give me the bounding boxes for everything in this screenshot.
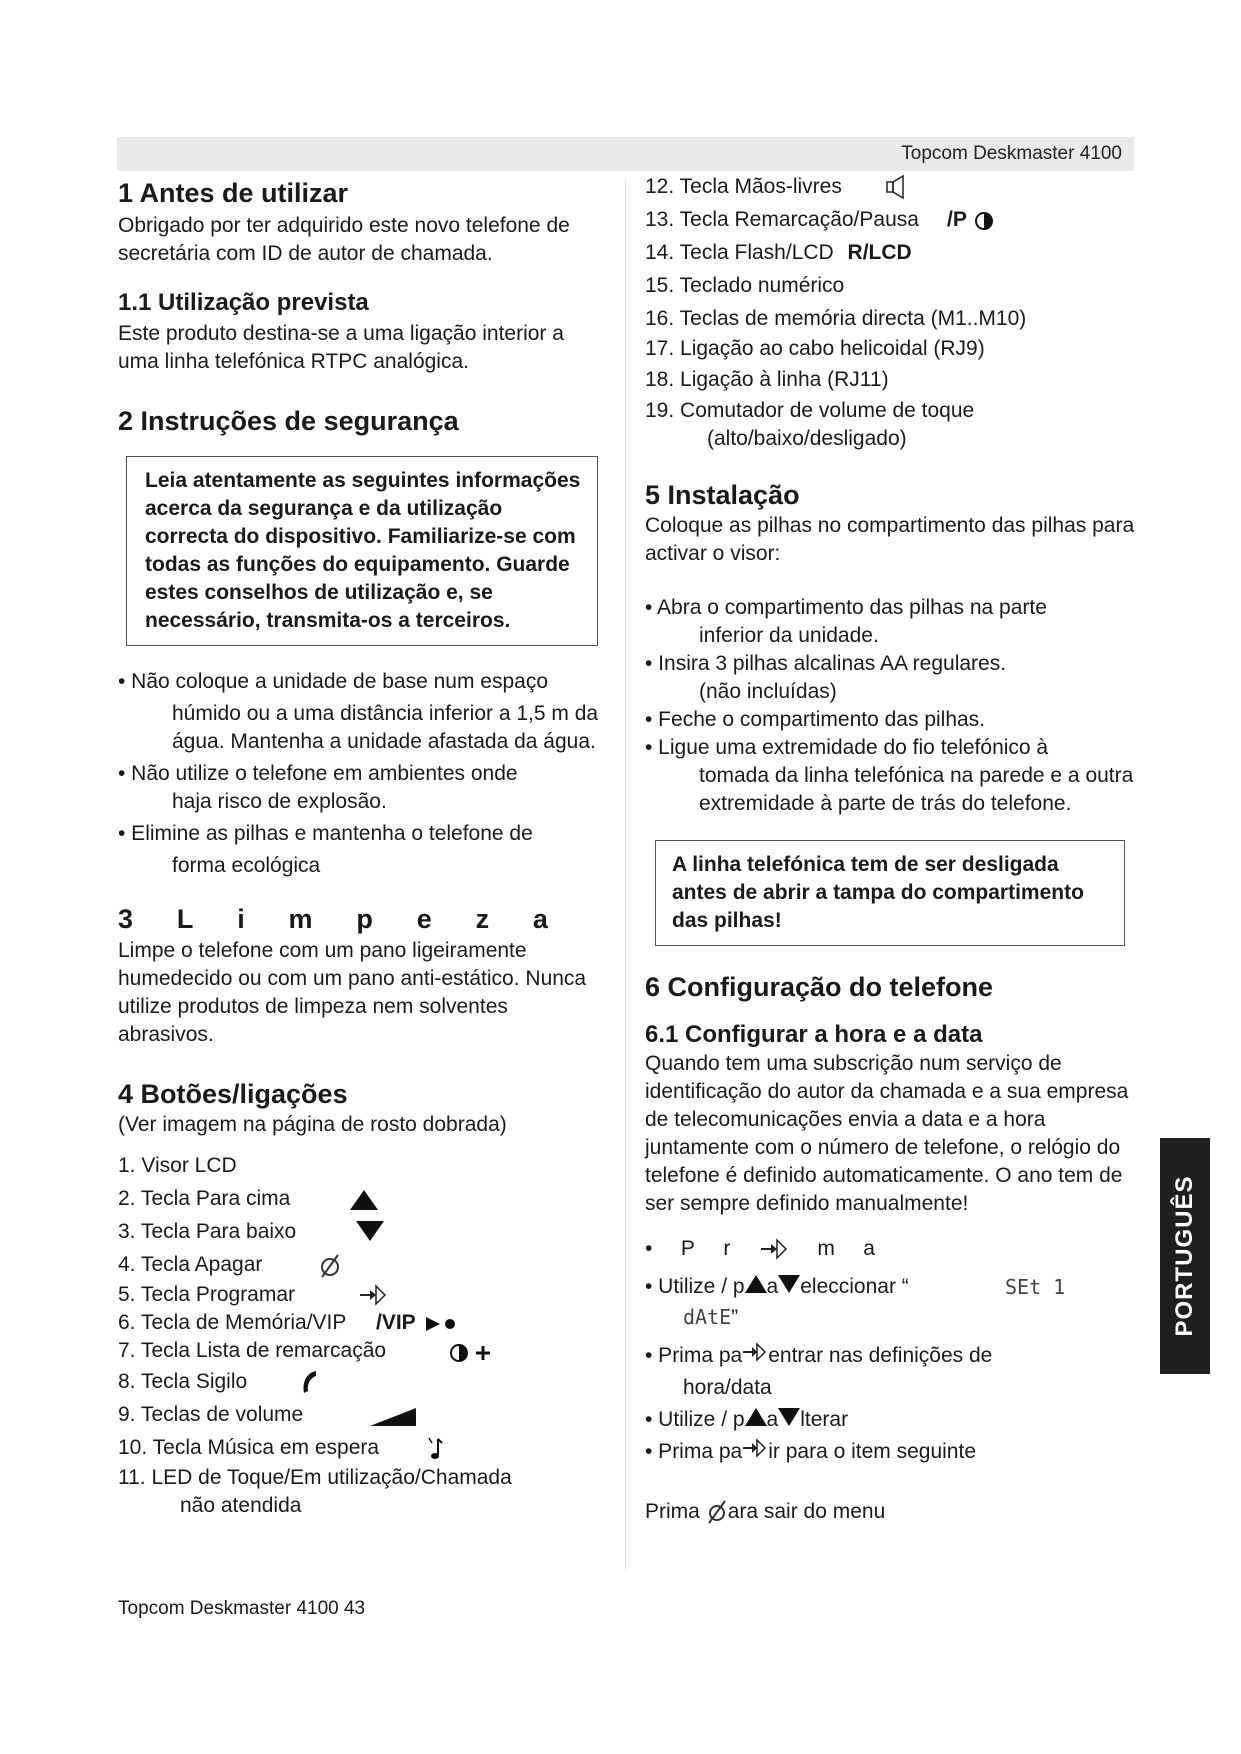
program-icon	[742, 1438, 768, 1458]
list-item-label: (alto/baixo/desligado)	[707, 427, 907, 450]
language-tab-label: PORTUGUÊS	[1171, 1175, 1198, 1337]
list-item	[645, 302, 1145, 335]
setup-step-text: • Utilize / p	[645, 1275, 745, 1298]
setup-step-text: • Prima pa	[645, 1440, 743, 1463]
list-item	[118, 1398, 608, 1431]
setup-step-letter: a	[863, 1237, 875, 1260]
setup-step-text: ir para o item seguinte	[768, 1440, 976, 1463]
section-3-letter: 3	[118, 904, 134, 934]
install-bullet-2-line1: • Insira 3 pilhas alcalinas AA regulares.	[645, 652, 1007, 675]
list-item-label: 17. Ligação ao cabo helicoidal (RJ9)	[645, 337, 985, 360]
section-3-letter: z	[475, 904, 490, 934]
list-item-label: 19. Comutador de volume de toque	[645, 399, 975, 422]
section-3-letter: e	[416, 904, 432, 934]
setup-step-text: hora/data	[683, 1376, 772, 1399]
safety-bullet-1-line1: • Não coloque a unidade de base num espaço	[118, 670, 548, 693]
mute-handset-icon	[298, 1369, 322, 1397]
up-arrow-icon	[745, 1408, 767, 1426]
setup-step-2	[645, 1271, 1145, 1303]
pause-key-label: /P	[947, 208, 967, 231]
install-bullet-4-line1: • Ligue uma extremidade do fio telefónico à	[645, 736, 1049, 759]
section-3-letter: i	[237, 904, 245, 934]
setup-step-text: a	[766, 1275, 779, 1298]
down-arrow-icon	[356, 1221, 384, 1241]
redial-icon	[973, 210, 997, 232]
warning-text: A linha telefónica tem de ser desligada antes de abrir a tampa do compartimento das pilhas!	[672, 853, 1084, 932]
list-item-label: 8. Tecla Sigilo	[118, 1370, 248, 1393]
header-title: Topcom Deskmaster 4100	[901, 143, 1122, 164]
list-item	[645, 170, 1145, 203]
list-item-cont	[645, 426, 1145, 452]
setup-step-text: ara sair do menu	[727, 1500, 886, 1523]
program-icon	[742, 1342, 768, 1362]
delete-icon	[318, 1253, 342, 1279]
list-item-label: 5. Tecla Programar	[118, 1283, 296, 1306]
list-item-label: 16. Teclas de memória directa (M1..M10)	[645, 307, 1027, 330]
list-item	[118, 1215, 608, 1248]
setup-step-letter: P	[680, 1237, 695, 1260]
setup-step-text: a	[766, 1408, 779, 1431]
list-item	[645, 396, 1145, 426]
install-bullet-1-line1: • Abra o compartimento das pilhas na parte	[645, 596, 1047, 619]
section-1-1-title: 1.1 Utilização prevista	[118, 289, 369, 316]
section-1-text: Obrigado por ter adquirido este novo telefone de secretária com ID de autor de chamada.	[118, 214, 570, 265]
memory-vip-key-label: /VIP	[376, 1311, 416, 1334]
list-item-label: 13. Tecla Remarcação/Pausa	[645, 208, 919, 231]
list-item-label: 18. Ligação à linha (RJ11)	[645, 368, 889, 391]
safety-notice-box	[126, 456, 598, 646]
safety-bullet-3-cont: forma ecológica	[172, 854, 321, 877]
setup-step-text: eleccionar “	[800, 1275, 909, 1298]
language-tab	[1160, 1138, 1210, 1374]
install-bullet-1-cont: inferior da unidade.	[699, 624, 879, 647]
install-bullet-2-cont: (não incluídas)	[699, 680, 837, 703]
program-icon	[759, 1232, 789, 1271]
flash-key-label: R/LCD	[847, 241, 912, 264]
section-6-1-title: 6.1 Configurar a hora e a data	[645, 1021, 983, 1048]
list-item	[118, 1149, 608, 1182]
play-record-icon	[426, 1315, 458, 1333]
safety-bullet-1-cont: húmido ou a uma distância inferior a 1,5 m da água. Mantenha a unidade afastada da água.	[172, 702, 599, 753]
list-item	[118, 1281, 608, 1309]
buttons-list	[118, 1149, 608, 1520]
safety-bullet-2-cont: haja risco de explosão.	[172, 790, 387, 813]
list-item	[118, 1337, 608, 1365]
section-3-letter: m	[288, 904, 313, 934]
section-5-text: Coloque as pilhas no compartimento das pilhas para activar o visor:	[645, 514, 1135, 565]
install-bullet-3	[645, 706, 1145, 734]
section-6-1-text: Quando tem uma subscrição num serviço de identificação do autor da chamada e a sua empresa de telecomunicações envia a data e a hora juntamente com o número de telefone, o relógio do telefone é definido automaticamente. O ano tem de ser sempre definido manualmente!	[645, 1052, 1129, 1215]
section-2-title: 2 Instruções de segurança	[118, 406, 459, 436]
redial-list-icon	[448, 1342, 492, 1364]
setup-step-text: entrar nas definições de	[768, 1344, 993, 1367]
safety-bullet-3-line1: • Elimine as pilhas e mantenha o telefone de	[118, 822, 533, 845]
list-item-label: 4. Tecla Apagar	[118, 1253, 263, 1276]
install-bullet-3-line1: • Feche o compartimento das pilhas.	[645, 708, 986, 731]
list-item-label: 1. Visor LCD	[118, 1154, 237, 1177]
safety-bullet-1	[118, 668, 608, 756]
left-column	[118, 176, 608, 1520]
list-item	[645, 363, 1145, 396]
install-bullet-1	[645, 594, 1145, 650]
section-3-title	[118, 904, 548, 935]
list-item-label: 2. Tecla Para cima	[118, 1187, 291, 1210]
list-item-label: 9. Teclas de volume	[118, 1403, 304, 1426]
setup-step-text: • Utilize / p	[645, 1408, 745, 1431]
setup-step-text: • Prima pa	[645, 1344, 743, 1367]
setup-step-text: lterar	[800, 1408, 849, 1431]
up-arrow-icon	[745, 1275, 767, 1293]
list-item-label: 10. Tecla Música em espera	[118, 1436, 380, 1459]
page-header	[117, 137, 1134, 171]
section-3-letter: L	[176, 904, 194, 934]
list-item-label: 12. Tecla Mãos-livres	[645, 175, 842, 198]
safety-bullet-2	[118, 760, 608, 816]
setup-step-2-cont	[645, 1303, 1145, 1332]
setup-step-text: Prima	[645, 1500, 700, 1523]
list-item-label: 15. Teclado numérico	[645, 274, 845, 297]
list-item-label: 14. Tecla Flash/LCD	[645, 241, 834, 264]
setup-step-4	[645, 1404, 1145, 1436]
list-item	[118, 1309, 608, 1337]
lcd-date-label: dAtE	[683, 1305, 732, 1329]
music-hold-icon	[426, 1435, 446, 1463]
section-4-title: 4 Botões/ligações	[118, 1079, 348, 1109]
setup-step-3-cont	[645, 1372, 1145, 1404]
list-item-cont	[118, 1492, 608, 1520]
buttons-list-continued	[645, 170, 1145, 452]
list-item-label: 6. Tecla de Memória/VIP	[118, 1311, 347, 1334]
list-item	[118, 1248, 608, 1281]
list-item	[118, 1365, 608, 1398]
list-item	[645, 203, 1145, 236]
speaker-icon	[885, 174, 907, 200]
setup-step-3	[645, 1340, 1145, 1372]
list-item-label: 7. Tecla Lista de remarcação	[118, 1339, 387, 1362]
list-item	[118, 1182, 608, 1215]
right-column	[645, 176, 1145, 1528]
list-item	[645, 335, 1145, 363]
down-arrow-icon	[778, 1275, 800, 1293]
column-divider	[625, 180, 626, 1570]
install-bullet-4-cont: tomada da linha telefónica na parede e a outra extremidade à parte de trás do telefone.	[699, 764, 1134, 815]
list-item-label: 11. LED de Toque/Em utilização/Chamada	[118, 1466, 512, 1489]
section-5-title: 5 Instalação	[645, 480, 800, 510]
setup-step-letter: r	[723, 1237, 731, 1260]
list-item-label: não atendida	[180, 1494, 302, 1517]
section-1-1-text: Este produto destina-se a uma ligação interior a uma linha telefónica RTPC analógica.	[118, 322, 564, 373]
list-item-label: 3. Tecla Para baixo	[118, 1220, 297, 1243]
section-1-title: 1 Antes de utilizar	[118, 178, 349, 208]
down-arrow-icon	[778, 1408, 800, 1426]
install-bullet-2	[645, 650, 1145, 706]
section-4-subtitle: (Ver imagem na página de rosto dobrada)	[118, 1113, 507, 1136]
delete-icon	[706, 1499, 728, 1525]
setup-step-5	[645, 1436, 1145, 1468]
section-6-title: 6 Configuração do telefone	[645, 972, 994, 1002]
setup-step-letter: m	[817, 1237, 835, 1260]
section-3-letter: p	[356, 904, 373, 934]
up-arrow-icon	[350, 1190, 378, 1210]
safety-notice-text: Leia atentamente as seguintes informações acerca da segurança e da utilização correcta do dispositivo. Familiarize-se com todas as funções do equipamento. Guarde estes conselhos de utilização e, se necessário, transmita-os a terceiros.	[145, 469, 581, 632]
safety-bullet-3	[118, 820, 608, 880]
install-bullet-4	[645, 734, 1145, 818]
setup-step-1	[645, 1232, 875, 1271]
page-footer: Topcom Deskmaster 4100 43	[118, 1598, 366, 1619]
program-icon	[358, 1284, 388, 1306]
lcd-set-label: SEt 1	[1005, 1275, 1066, 1299]
section-3-text: Limpe o telefone com um pano ligeiramente humedecido ou com um pano anti-estático. Nunca utilize produtos de limpeza nem solventes abrasivos.	[118, 939, 587, 1046]
warning-box	[655, 840, 1125, 946]
safety-bullet-2-line1: • Não utilize o telefone em ambientes onde	[118, 762, 518, 785]
list-item	[645, 236, 1145, 269]
list-item	[118, 1464, 608, 1492]
closing-quote: ”	[731, 1306, 739, 1329]
list-item	[645, 269, 1145, 302]
setup-step-letter: •	[645, 1237, 653, 1260]
setup-exit	[645, 1496, 1145, 1528]
list-item	[118, 1431, 608, 1464]
section-3-letter: a	[532, 904, 548, 934]
volume-icon	[370, 1406, 416, 1426]
